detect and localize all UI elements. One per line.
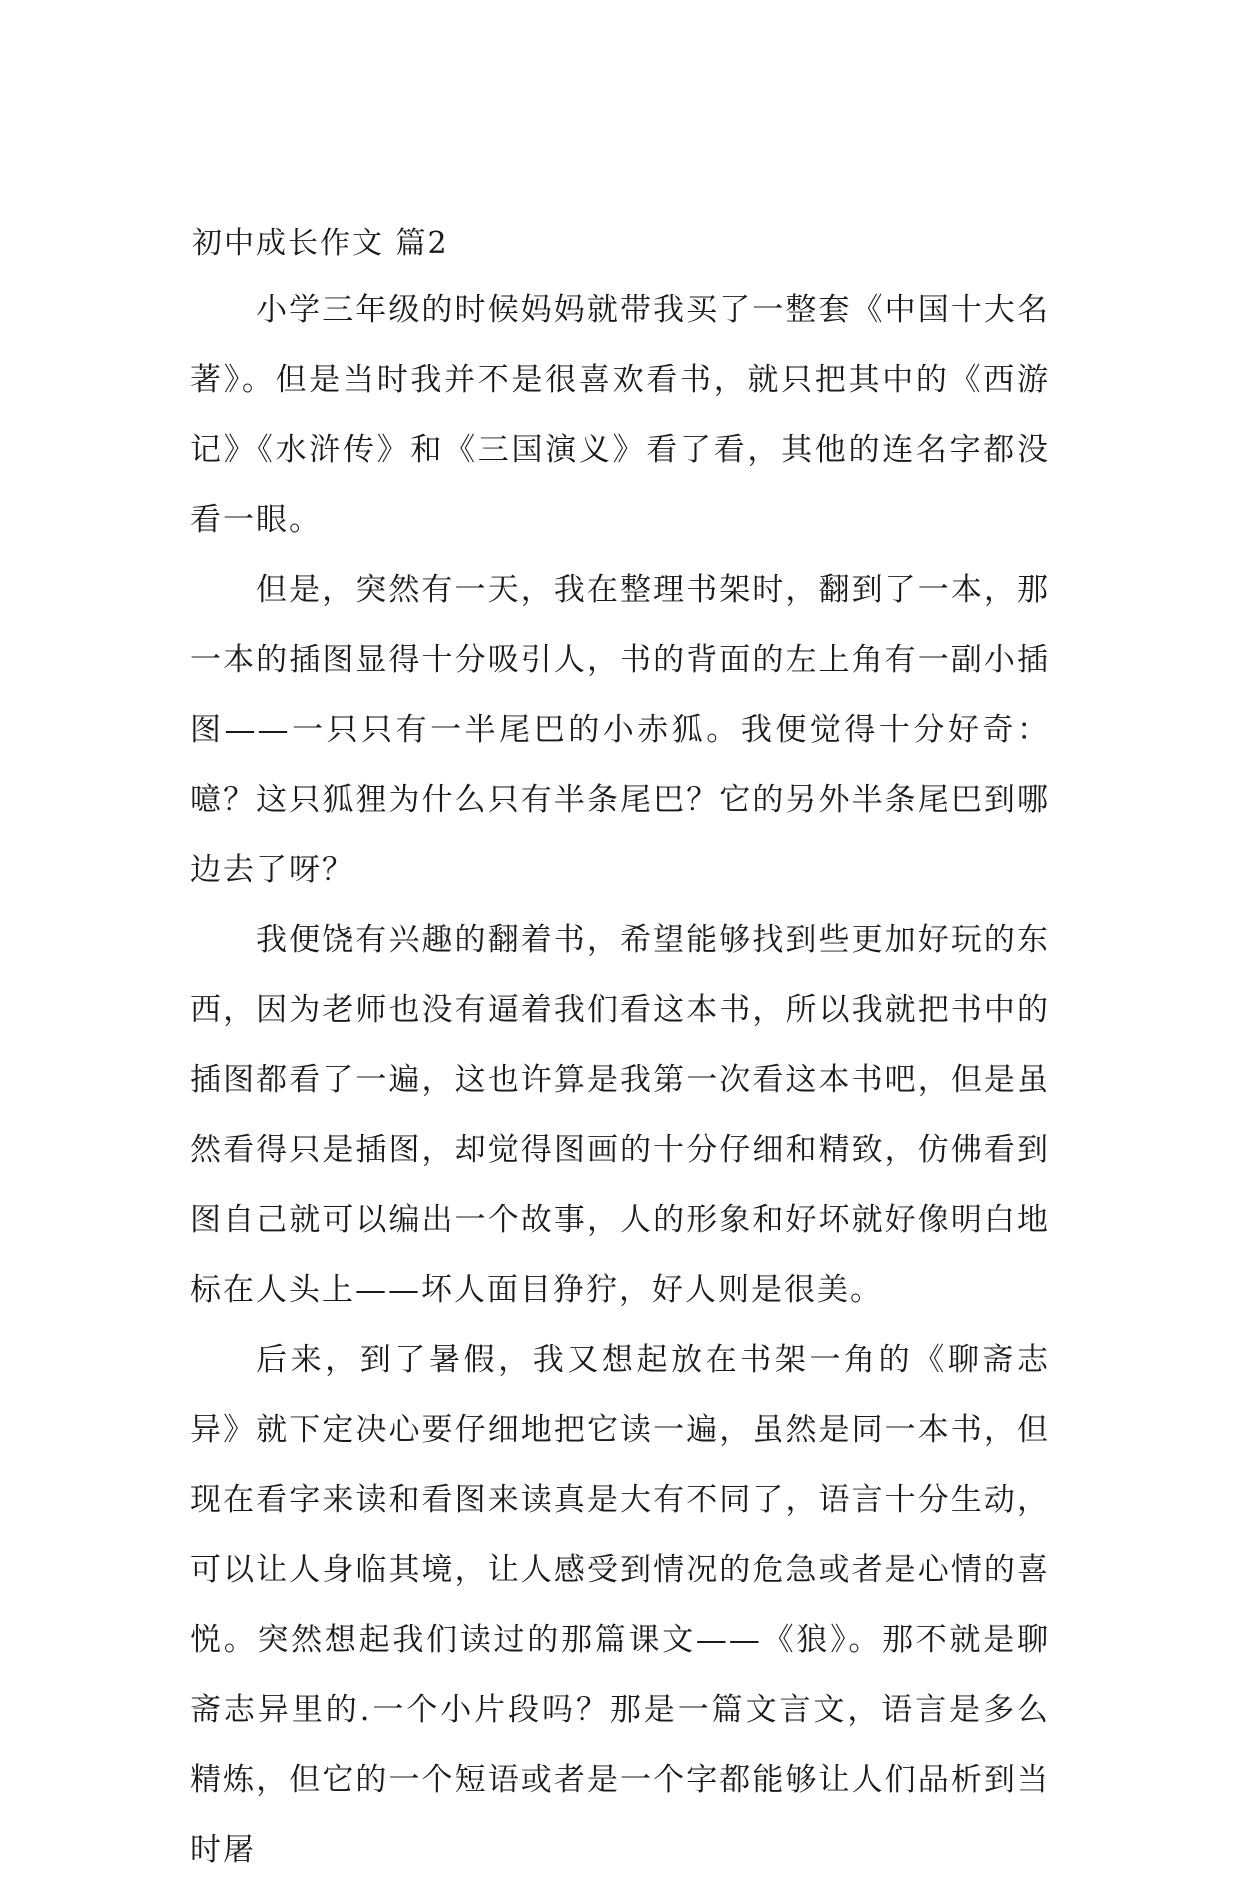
- paragraph: 我便饶有兴趣的翻着书，希望能够找到些更加好玩的东西，因为老师也没有逼着我们看这本书，所以我就把书中的插图都看了一遍，这也许算是我第一次看这本书吧，但是虽然看得只是插图，却觉得图画的十分仔细和精致，仿佛看到图自己就可以编出一个故事，人的形象和好坏就好像明白地标在人头上——坏人面目狰狞，好人则是很美。: [190, 922, 1050, 1308]
- paragraph: 小学三年级的时候妈妈就带我买了一整套《中国十大名著》。但是当时我并不是很喜欢看书，就只把其中的《西游记》《水浒传》和《三国演义》看了看，其他的连名字都没看一眼。: [190, 292, 1050, 538]
- paragraph: 但是，突然有一天，我在整理书架时，翻到了一本，那一本的插图显得十分吸引人，书的背面的左上角有一副小插图——一只只有一半尾巴的小赤狐。我便觉得十分好奇：噫？这只狐狸为什么只有半条尾巴？它的另外半条尾巴到哪边去了呀？: [190, 572, 1050, 888]
- document-body: [190, 275, 1050, 1885]
- document-title: 初中成长作文 篇2: [192, 226, 449, 261]
- paragraph: 后来，到了暑假，我又想起放在书架一角的《聊斋志异》就下定决心要仔细地把它读一遍，虽然是同一本书，但现在看字来读和看图来读真是大有不同了，语言十分生动，可以让人身临其境，让人感受到情况的危急或者是心情的喜悦。突然想起我们读过的那篇课文——《狼》。那不就是聊斋志异里的.一个小片段吗？那是一篇文言文，语言是多么精炼，但它的一个短语或者是一个字都能够让人们品析到当时屠: [190, 1342, 1050, 1868]
